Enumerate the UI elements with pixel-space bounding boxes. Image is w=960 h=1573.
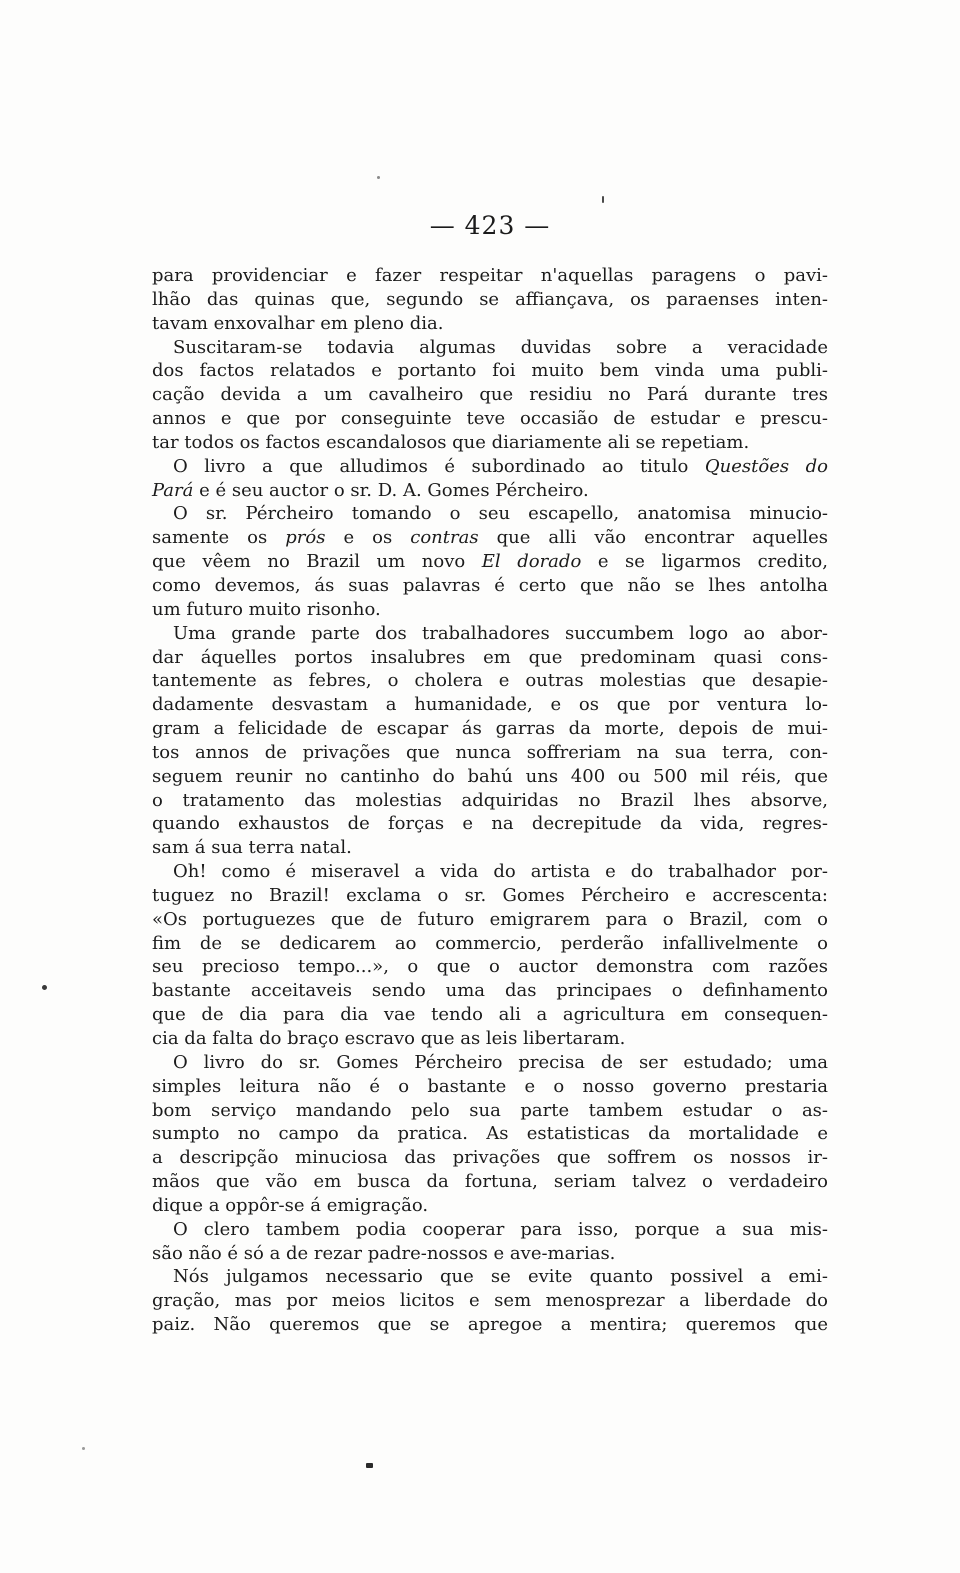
text-segment: e se ligarmos credito, (581, 551, 828, 573)
text-line (152, 1051, 828, 1075)
text-line (152, 812, 828, 836)
text-line (152, 717, 828, 741)
text-line (152, 884, 828, 908)
text-line (152, 693, 828, 717)
text-line (152, 622, 828, 646)
text-line (152, 1289, 828, 1313)
text-segment: são não é só a de rezar padre-nossos e ave-marias. (152, 1242, 616, 1264)
paragraph (152, 455, 828, 503)
text-line (152, 526, 828, 550)
text-segment: O livro do sr. Gomes Pércheiro precisa de ser estudado; uma (173, 1051, 828, 1073)
text-segment: cia da falta do braço escravo que as leis libertaram. (152, 1028, 626, 1049)
text-segment: Uma grande parte dos trabalhadores succumbem logo ao abor- (173, 622, 828, 644)
text-line (152, 455, 828, 479)
text-segment: a descripção minuciosa das privações que soffrem os nossos ir- (152, 1147, 828, 1169)
text-segment: e os (325, 527, 411, 549)
text-line (152, 1122, 828, 1146)
italic-text: Questões do (704, 455, 829, 477)
text-line (152, 908, 828, 932)
text-segment: dique a oppôr-se á emigração. (152, 1194, 429, 1216)
text-segment: O clero tambem podia cooperar para isso, porque a sua mis- (173, 1218, 828, 1240)
text-line (152, 431, 828, 455)
text-line (152, 1027, 828, 1051)
text-segment: O sr. Pércheiro tomando o seu escapello, anatomisa minucio- (173, 503, 828, 525)
text-segment: como devemos, ás suas palavras é certo que não se lhes antolha (152, 574, 828, 596)
italic-text: contras (410, 527, 479, 549)
text-line (152, 574, 828, 598)
text-segment: paiz. Não queremos que se apregoe a mentira; queremos que (152, 1314, 828, 1336)
text-line (152, 383, 828, 407)
text-segment: O livro a que alludimos é subordinado ao titulo (173, 455, 705, 477)
text-segment: que alli vão encontrar aquelles (478, 527, 829, 549)
text-segment: lhão das quinas que, segundo se affiançava, os paraenses inten- (152, 288, 828, 310)
paragraph (152, 1265, 828, 1337)
text-line (152, 407, 828, 431)
paragraph (152, 860, 828, 1051)
paragraph (152, 1051, 828, 1218)
text-segment: simples leitura não é o bastante e o nosso governo prestaria (152, 1075, 828, 1097)
text-segment: bom serviço mandando pelo sua parte tambem estudar o as- (152, 1099, 828, 1121)
text-line (152, 336, 828, 360)
text-segment: tar todos os factos escandalosos que diariamente ali se repetiam. (152, 431, 750, 453)
scan-speck (602, 196, 604, 203)
text-segment: mãos que vão em busca da fortuna, seriam talvez o verdadeiro (152, 1171, 828, 1193)
text-segment: que vêem no Brazil um novo (152, 551, 482, 573)
text-line (152, 264, 828, 288)
text-block (152, 264, 828, 1337)
text-segment: gração, mas por meios licitos e sem menosprezar a liberdade do (152, 1290, 828, 1312)
text-segment: quando exhaustos de forças e na decrepitude da vida, regres- (152, 813, 828, 835)
text-segment: «Os portuguezes que de futuro emigrarem para o Brazil, com o (152, 908, 828, 930)
page-number: — 423 — (429, 211, 551, 240)
text-line (152, 955, 828, 979)
text-line (152, 550, 828, 574)
scan-speck (377, 176, 380, 179)
text-line (152, 1242, 828, 1266)
text-line (152, 669, 828, 693)
paragraph (152, 336, 828, 455)
text-segment: tantemente as febres, o cholera e outras molestias que desapie- (152, 670, 828, 692)
text-line (152, 479, 828, 503)
text-line (152, 741, 828, 765)
paragraph (152, 264, 828, 336)
text-line (152, 765, 828, 789)
text-segment: seguem reunir no cantinho do bahú uns 400 ou 500 mil réis, que (152, 765, 828, 787)
text-segment: Suscitaram-se todavia algumas duvidas sobre a veracidade (173, 336, 828, 358)
text-segment: e é seu auctor o sr. D. A. Gomes Pércheiro. (193, 479, 589, 501)
text-line (152, 1313, 828, 1337)
italic-text: Pará (152, 479, 194, 501)
text-segment: bastante acceitaveis sendo uma das principaes o definhamento (152, 980, 828, 1002)
paragraph (152, 622, 828, 860)
text-segment: dar áquelles portos insalubres em que predominam quasi cons- (152, 646, 828, 668)
text-segment: seu precioso tempo...», o que o auctor demonstra com razões (152, 956, 828, 978)
text-line (152, 646, 828, 670)
text-line (152, 1099, 828, 1123)
text-segment: gram a felicidade de escapar ás garras da morte, depois de mui- (152, 718, 828, 740)
text-segment: para providenciar e fazer respeitar n'aquellas paragens o pavi- (152, 265, 828, 286)
text-segment: samente os (152, 527, 286, 549)
paragraph (152, 1218, 828, 1266)
text-line (152, 1075, 828, 1099)
text-line (152, 789, 828, 813)
text-segment: tavam enxovalhar em pleno dia. (152, 312, 444, 334)
text-line (152, 1003, 828, 1027)
text-segment: um futuro muito risonho. (152, 598, 381, 620)
scan-speck (366, 1463, 373, 1468)
text-segment: cação devida a um cavalheiro que residiu no Pará durante tres (152, 384, 828, 406)
text-line (152, 502, 828, 526)
text-line (152, 312, 828, 336)
text-line (152, 1194, 828, 1218)
text-line (152, 1265, 828, 1289)
text-line (152, 1146, 828, 1170)
text-segment: dos factos relatados e portanto foi muito bem vinda uma publi- (152, 360, 828, 382)
italic-text: El dorado (481, 551, 582, 573)
text-segment: fim de se dedicarem ao commercio, perderão infallivelmente o (152, 932, 828, 954)
text-line (152, 979, 828, 1003)
scan-speck (82, 1447, 85, 1450)
text-line (152, 359, 828, 383)
text-segment: sumpto no campo da pratica. As estatisticas da mortalidade e (152, 1123, 828, 1145)
text-line (152, 288, 828, 312)
text-segment: annos e que por conseguinte teve occasião de estudar e prescu- (152, 408, 828, 430)
text-segment: sam á sua terra natal. (152, 837, 352, 859)
scan-speck (41, 984, 48, 991)
italic-text: prós (285, 527, 326, 549)
text-line (152, 836, 828, 860)
text-line (152, 860, 828, 884)
text-line (152, 1170, 828, 1194)
text-segment: que de dia para dia vae tendo ali a agricultura em consequen- (152, 1004, 828, 1026)
text-line (152, 598, 828, 622)
text-segment: Oh! como é miseravel a vida do artista e do trabalhador por- (173, 861, 828, 883)
text-segment: o tratamento das molestias adquiridas no Brazil lhes absorve, (152, 789, 828, 811)
text-line (152, 932, 828, 956)
text-segment: Nós julgamos necessario que se evite quanto possivel a emi- (173, 1266, 828, 1288)
text-segment: dadamente desvastam a humanidade, e os que por ventura lo- (152, 694, 828, 716)
text-segment: tuguez no Brazil! exclama o sr. Gomes Pércheiro e accrescenta: (152, 884, 828, 906)
text-segment: tos annos de privações que nunca soffreriam na sua terra, con- (152, 741, 828, 763)
paragraph (152, 502, 828, 621)
text-line (152, 1218, 828, 1242)
